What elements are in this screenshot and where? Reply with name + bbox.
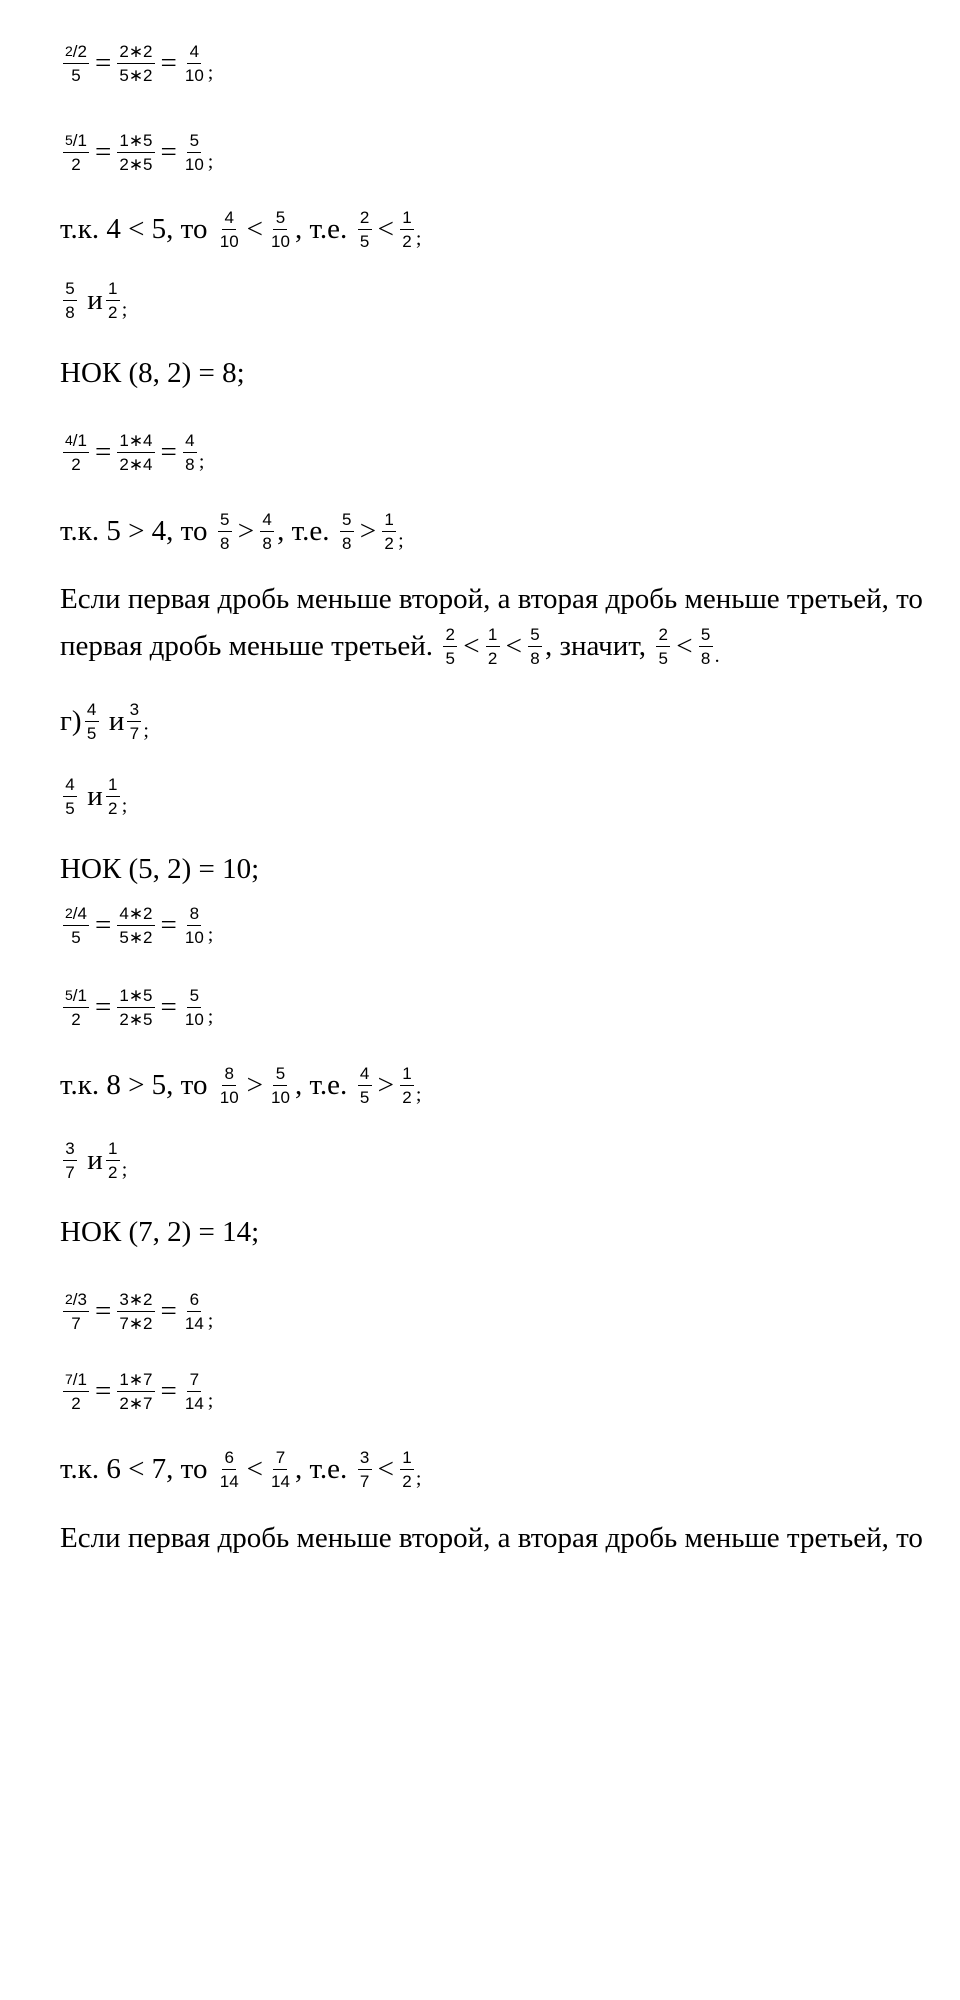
condition-text: т.к. 5 > 4, то bbox=[60, 514, 215, 547]
fraction-expanded bbox=[117, 1291, 154, 1332]
numerator: 1 bbox=[400, 1065, 414, 1086]
numerator: 4 bbox=[260, 511, 274, 532]
operator: > bbox=[359, 514, 377, 547]
conclusion-text: , т.е. bbox=[294, 1452, 355, 1485]
operator: < bbox=[676, 629, 693, 662]
denominator: 5 bbox=[71, 927, 81, 947]
fraction bbox=[269, 1065, 292, 1106]
math-line bbox=[60, 699, 149, 743]
numerator: 4 bbox=[85, 701, 99, 722]
fraction bbox=[85, 701, 99, 742]
text-line bbox=[60, 351, 245, 395]
operator: = bbox=[160, 435, 177, 468]
numerator: 1 bbox=[106, 280, 120, 301]
denominator: 8 bbox=[700, 648, 711, 668]
numerator bbox=[63, 132, 89, 153]
denominator: 14 bbox=[184, 1313, 204, 1333]
numerator: 2 bbox=[443, 626, 457, 647]
operator: < bbox=[377, 212, 394, 245]
numerator-value: 1 bbox=[77, 430, 87, 450]
numerator: 5 bbox=[528, 626, 542, 647]
slash: / bbox=[72, 985, 78, 1005]
extended-numerator bbox=[65, 986, 87, 1005]
punctuation: ; bbox=[121, 795, 128, 817]
slash: / bbox=[72, 1289, 78, 1309]
operator: = bbox=[160, 1374, 177, 1407]
math-line bbox=[60, 1447, 421, 1491]
numerator: 1 bbox=[400, 209, 414, 230]
extended-numerator bbox=[65, 131, 87, 150]
math-line bbox=[60, 41, 213, 85]
conclusion-text: , значит, bbox=[544, 629, 654, 662]
numerator: 7 bbox=[187, 1371, 201, 1392]
conjunction: и bbox=[80, 283, 103, 316]
denominator: 5∗2 bbox=[119, 927, 153, 947]
numerator: 4 bbox=[63, 776, 77, 797]
denominator: 14 bbox=[219, 1471, 239, 1491]
denominator: 8 bbox=[530, 648, 540, 668]
multiplier: 2 bbox=[65, 904, 73, 921]
line-text: НОК (5, 2) = 10; bbox=[60, 852, 260, 885]
operator: < bbox=[463, 629, 480, 662]
numerator: 3 bbox=[358, 1449, 372, 1470]
math-line bbox=[60, 624, 720, 668]
math-line bbox=[60, 207, 421, 251]
line-text: НОК (8, 2) = 8; bbox=[60, 356, 245, 389]
numerator: 5 bbox=[218, 511, 232, 532]
fraction-result bbox=[183, 905, 206, 946]
numerator: 1∗5 bbox=[117, 132, 154, 153]
punctuation: ; bbox=[143, 720, 149, 742]
fraction bbox=[218, 1449, 241, 1490]
extended-numerator bbox=[65, 1290, 87, 1309]
condition-text: т.к. 8 > 5, то bbox=[60, 1068, 215, 1101]
fraction bbox=[656, 626, 670, 667]
denominator: 7 bbox=[359, 1471, 370, 1491]
denominator: 2 bbox=[384, 533, 394, 553]
fraction-with-multiplier bbox=[63, 1371, 89, 1412]
fraction-expanded bbox=[117, 432, 154, 473]
denominator: 2∗5 bbox=[119, 154, 153, 174]
extended-numerator bbox=[65, 431, 87, 450]
fraction bbox=[63, 776, 77, 817]
math-line bbox=[60, 985, 213, 1029]
denominator: 2 bbox=[402, 1087, 412, 1107]
math-line bbox=[60, 1369, 213, 1413]
item-label: г) bbox=[60, 704, 82, 737]
denominator: 5 bbox=[658, 648, 669, 668]
denominator: 5 bbox=[65, 798, 75, 818]
math-line bbox=[60, 278, 127, 322]
numerator-value: 3 bbox=[77, 1289, 87, 1309]
denominator: 7 bbox=[65, 1162, 75, 1182]
denominator: 2 bbox=[108, 798, 118, 818]
denominator: 10 bbox=[184, 65, 204, 85]
fraction bbox=[63, 280, 77, 321]
operator: < bbox=[246, 212, 264, 245]
operator: = bbox=[95, 990, 112, 1023]
extended-numerator bbox=[65, 1370, 87, 1389]
numerator: 8 bbox=[222, 1065, 236, 1086]
fraction-with-multiplier bbox=[63, 43, 89, 84]
math-line bbox=[60, 774, 127, 818]
numerator: 5 bbox=[63, 280, 77, 301]
numerator: 3 bbox=[127, 701, 141, 722]
fraction-result bbox=[183, 1291, 206, 1332]
line-text: НОК (7, 2) = 14; bbox=[60, 1215, 260, 1248]
numerator: 4∗2 bbox=[117, 905, 154, 926]
numerator: 2∗2 bbox=[117, 43, 154, 64]
denominator: 14 bbox=[271, 1471, 290, 1491]
punctuation: ; bbox=[207, 1390, 214, 1412]
punctuation: ; bbox=[415, 228, 422, 250]
fraction-result bbox=[183, 43, 206, 84]
operator: = bbox=[160, 990, 177, 1023]
conclusion-text: первая дробь меньше третьей. bbox=[60, 629, 441, 662]
conclusion-text: , т.е. bbox=[294, 212, 355, 245]
math-line bbox=[60, 130, 213, 174]
fraction bbox=[269, 209, 292, 250]
math-line bbox=[60, 903, 213, 947]
multiplier: 2 bbox=[65, 1290, 73, 1307]
punctuation: . bbox=[714, 645, 720, 667]
fraction bbox=[358, 1065, 372, 1106]
numerator: 8 bbox=[187, 905, 201, 926]
denominator: 14 bbox=[184, 1393, 204, 1413]
numerator-value: 2 bbox=[77, 41, 87, 61]
fraction bbox=[218, 511, 232, 552]
operator: = bbox=[160, 1294, 177, 1327]
fraction bbox=[218, 1065, 241, 1106]
numerator bbox=[63, 432, 89, 453]
denominator: 5 bbox=[359, 231, 370, 251]
denominator: 2∗5 bbox=[119, 1009, 153, 1029]
operator: = bbox=[160, 46, 177, 79]
fraction bbox=[63, 1140, 77, 1181]
numerator: 1 bbox=[382, 511, 396, 532]
operator: = bbox=[95, 46, 112, 79]
denominator: 10 bbox=[219, 1087, 239, 1107]
denominator: 8 bbox=[185, 454, 195, 474]
denominator: 10 bbox=[219, 231, 239, 251]
denominator: 2 bbox=[71, 1009, 81, 1029]
conjunction: и bbox=[80, 1143, 103, 1176]
denominator: 10 bbox=[184, 154, 204, 174]
numerator: 1 bbox=[106, 1140, 120, 1161]
denominator: 5 bbox=[71, 65, 81, 85]
fraction bbox=[106, 280, 120, 321]
fraction-expanded bbox=[117, 987, 154, 1028]
fraction bbox=[400, 1449, 414, 1490]
fraction-expanded bbox=[117, 1371, 154, 1412]
operator: < bbox=[377, 1452, 394, 1485]
denominator: 5 bbox=[359, 1087, 370, 1107]
numerator: 2 bbox=[656, 626, 670, 647]
denominator: 2 bbox=[402, 231, 412, 251]
numerator bbox=[63, 1291, 89, 1312]
math-line bbox=[60, 509, 404, 553]
conclusion-text: , т.е. bbox=[277, 514, 337, 547]
numerator: 6 bbox=[222, 1449, 236, 1470]
numerator bbox=[63, 987, 89, 1008]
fraction bbox=[400, 1065, 414, 1106]
fraction-with-multiplier bbox=[63, 132, 89, 173]
numerator-value: 1 bbox=[77, 130, 87, 150]
fraction-with-multiplier bbox=[63, 987, 89, 1028]
math-line bbox=[60, 1063, 421, 1107]
numerator: 2 bbox=[358, 209, 372, 230]
fraction-with-multiplier bbox=[63, 905, 89, 946]
fraction bbox=[269, 1449, 292, 1490]
punctuation: ; bbox=[207, 62, 214, 84]
numerator: 1∗7 bbox=[117, 1371, 154, 1392]
conclusion-text: , т.е. bbox=[294, 1068, 355, 1101]
punctuation: ; bbox=[198, 451, 205, 473]
operator: > bbox=[377, 1068, 394, 1101]
math-line bbox=[60, 1138, 127, 1182]
line-text: Если первая дробь меньше второй, а вторая дробь меньше третьей, то bbox=[60, 1521, 923, 1554]
fraction bbox=[443, 626, 457, 667]
slash: / bbox=[72, 903, 78, 923]
operator: = bbox=[95, 135, 112, 168]
denominator: 5 bbox=[86, 723, 97, 743]
fraction bbox=[382, 511, 396, 552]
numerator: 6 bbox=[187, 1291, 201, 1312]
denominator: 2 bbox=[108, 1162, 118, 1182]
fraction bbox=[486, 626, 500, 667]
punctuation: ; bbox=[398, 530, 404, 552]
numerator: 5 bbox=[699, 626, 713, 647]
denominator: 2∗4 bbox=[119, 454, 153, 474]
numerator-value: 4 bbox=[77, 903, 87, 923]
slash: / bbox=[72, 130, 78, 150]
numerator: 4 bbox=[183, 432, 197, 453]
denominator: 2∗7 bbox=[119, 1393, 153, 1413]
operator: > bbox=[237, 514, 255, 547]
numerator-value: 1 bbox=[77, 985, 87, 1005]
fraction-with-multiplier bbox=[63, 432, 89, 473]
numerator: 1 bbox=[400, 1449, 414, 1470]
denominator: 8 bbox=[220, 533, 230, 553]
line-text: Если первая дробь меньше второй, а вторая дробь меньше третьей, то bbox=[60, 582, 923, 615]
operator: = bbox=[160, 135, 177, 168]
fraction bbox=[218, 209, 241, 250]
fraction bbox=[260, 511, 274, 552]
operator: < bbox=[505, 629, 522, 662]
text-line bbox=[60, 577, 923, 621]
punctuation: ; bbox=[207, 924, 214, 946]
numerator: 1 bbox=[486, 626, 500, 647]
operator: = bbox=[160, 908, 177, 941]
slash: / bbox=[72, 41, 78, 61]
denominator: 2 bbox=[71, 1393, 81, 1413]
fraction bbox=[106, 776, 120, 817]
denominator: 8 bbox=[341, 533, 352, 553]
fraction bbox=[699, 626, 713, 667]
numerator bbox=[63, 43, 89, 64]
fraction bbox=[106, 1140, 120, 1181]
numerator-value: 1 bbox=[77, 1369, 87, 1389]
numerator: 4 bbox=[187, 43, 201, 64]
fraction-expanded bbox=[117, 132, 154, 173]
fraction bbox=[358, 209, 372, 250]
numerator: 7 bbox=[273, 1449, 287, 1470]
punctuation: ; bbox=[207, 1310, 214, 1332]
denominator: 2 bbox=[71, 454, 81, 474]
fraction-expanded bbox=[117, 43, 154, 84]
conjunction: и bbox=[101, 704, 125, 737]
punctuation: ; bbox=[207, 1006, 214, 1028]
condition-text: т.к. 4 < 5, то bbox=[60, 212, 215, 245]
fraction bbox=[127, 701, 141, 742]
numerator: 3∗2 bbox=[117, 1291, 154, 1312]
numerator: 1∗4 bbox=[117, 432, 154, 453]
operator: = bbox=[95, 1294, 112, 1327]
fraction-with-multiplier bbox=[63, 1291, 89, 1332]
numerator: 4 bbox=[222, 209, 236, 230]
multiplier: 4 bbox=[65, 431, 73, 448]
numerator: 5 bbox=[187, 132, 201, 153]
numerator bbox=[63, 1371, 89, 1392]
slash: / bbox=[72, 1369, 78, 1389]
fraction-result bbox=[183, 1371, 206, 1412]
fraction bbox=[400, 209, 414, 250]
denominator: 5∗2 bbox=[119, 65, 153, 85]
numerator: 5 bbox=[187, 987, 201, 1008]
conjunction: и bbox=[80, 779, 103, 812]
multiplier: 2 bbox=[65, 42, 73, 59]
denominator: 10 bbox=[184, 927, 204, 947]
punctuation: ; bbox=[121, 299, 128, 321]
text-line bbox=[60, 1210, 259, 1254]
math-line bbox=[60, 430, 204, 474]
text-line bbox=[60, 1516, 923, 1560]
fraction-expanded bbox=[117, 905, 154, 946]
denominator: 2 bbox=[71, 154, 81, 174]
numerator: 1∗5 bbox=[117, 987, 154, 1008]
denominator: 2 bbox=[487, 648, 498, 668]
punctuation: ; bbox=[121, 1159, 128, 1181]
operator: = bbox=[95, 1374, 112, 1407]
denominator: 7 bbox=[71, 1313, 81, 1333]
denominator: 8 bbox=[65, 302, 75, 322]
operator: < bbox=[246, 1452, 264, 1485]
numerator: 1 bbox=[106, 776, 120, 797]
extended-numerator bbox=[65, 42, 87, 61]
punctuation: ; bbox=[207, 151, 214, 173]
fraction bbox=[358, 1449, 372, 1490]
denominator: 7 bbox=[129, 723, 140, 743]
numerator: 4 bbox=[358, 1065, 372, 1086]
slash: / bbox=[72, 430, 78, 450]
multiplier: 5 bbox=[65, 986, 73, 1003]
fraction bbox=[340, 511, 354, 552]
denominator: 10 bbox=[184, 1009, 204, 1029]
denominator: 10 bbox=[271, 231, 290, 251]
numerator: 5 bbox=[273, 209, 287, 230]
numerator: 5 bbox=[273, 1065, 287, 1086]
multiplier: 5 bbox=[65, 131, 73, 148]
numerator: 5 bbox=[340, 511, 354, 532]
numerator bbox=[63, 905, 89, 926]
multiplier: 7 bbox=[65, 1370, 73, 1387]
operator: > bbox=[246, 1068, 264, 1101]
denominator: 2 bbox=[402, 1471, 412, 1491]
operator: = bbox=[95, 435, 112, 468]
operator: = bbox=[95, 908, 112, 941]
extended-numerator bbox=[65, 904, 87, 923]
fraction-result bbox=[183, 432, 197, 473]
fraction bbox=[528, 626, 542, 667]
denominator: 5 bbox=[445, 648, 455, 668]
text-line bbox=[60, 847, 259, 891]
denominator: 7∗2 bbox=[119, 1313, 153, 1333]
numerator: 3 bbox=[63, 1140, 77, 1161]
denominator: 8 bbox=[262, 533, 272, 553]
denominator: 10 bbox=[271, 1087, 290, 1107]
math-line bbox=[60, 1289, 213, 1333]
condition-text: т.к. 6 < 7, то bbox=[60, 1452, 215, 1485]
fraction-result bbox=[183, 987, 206, 1028]
denominator: 2 bbox=[108, 302, 118, 322]
punctuation: ; bbox=[415, 1468, 422, 1490]
punctuation: ; bbox=[415, 1084, 422, 1106]
fraction-result bbox=[183, 132, 206, 173]
